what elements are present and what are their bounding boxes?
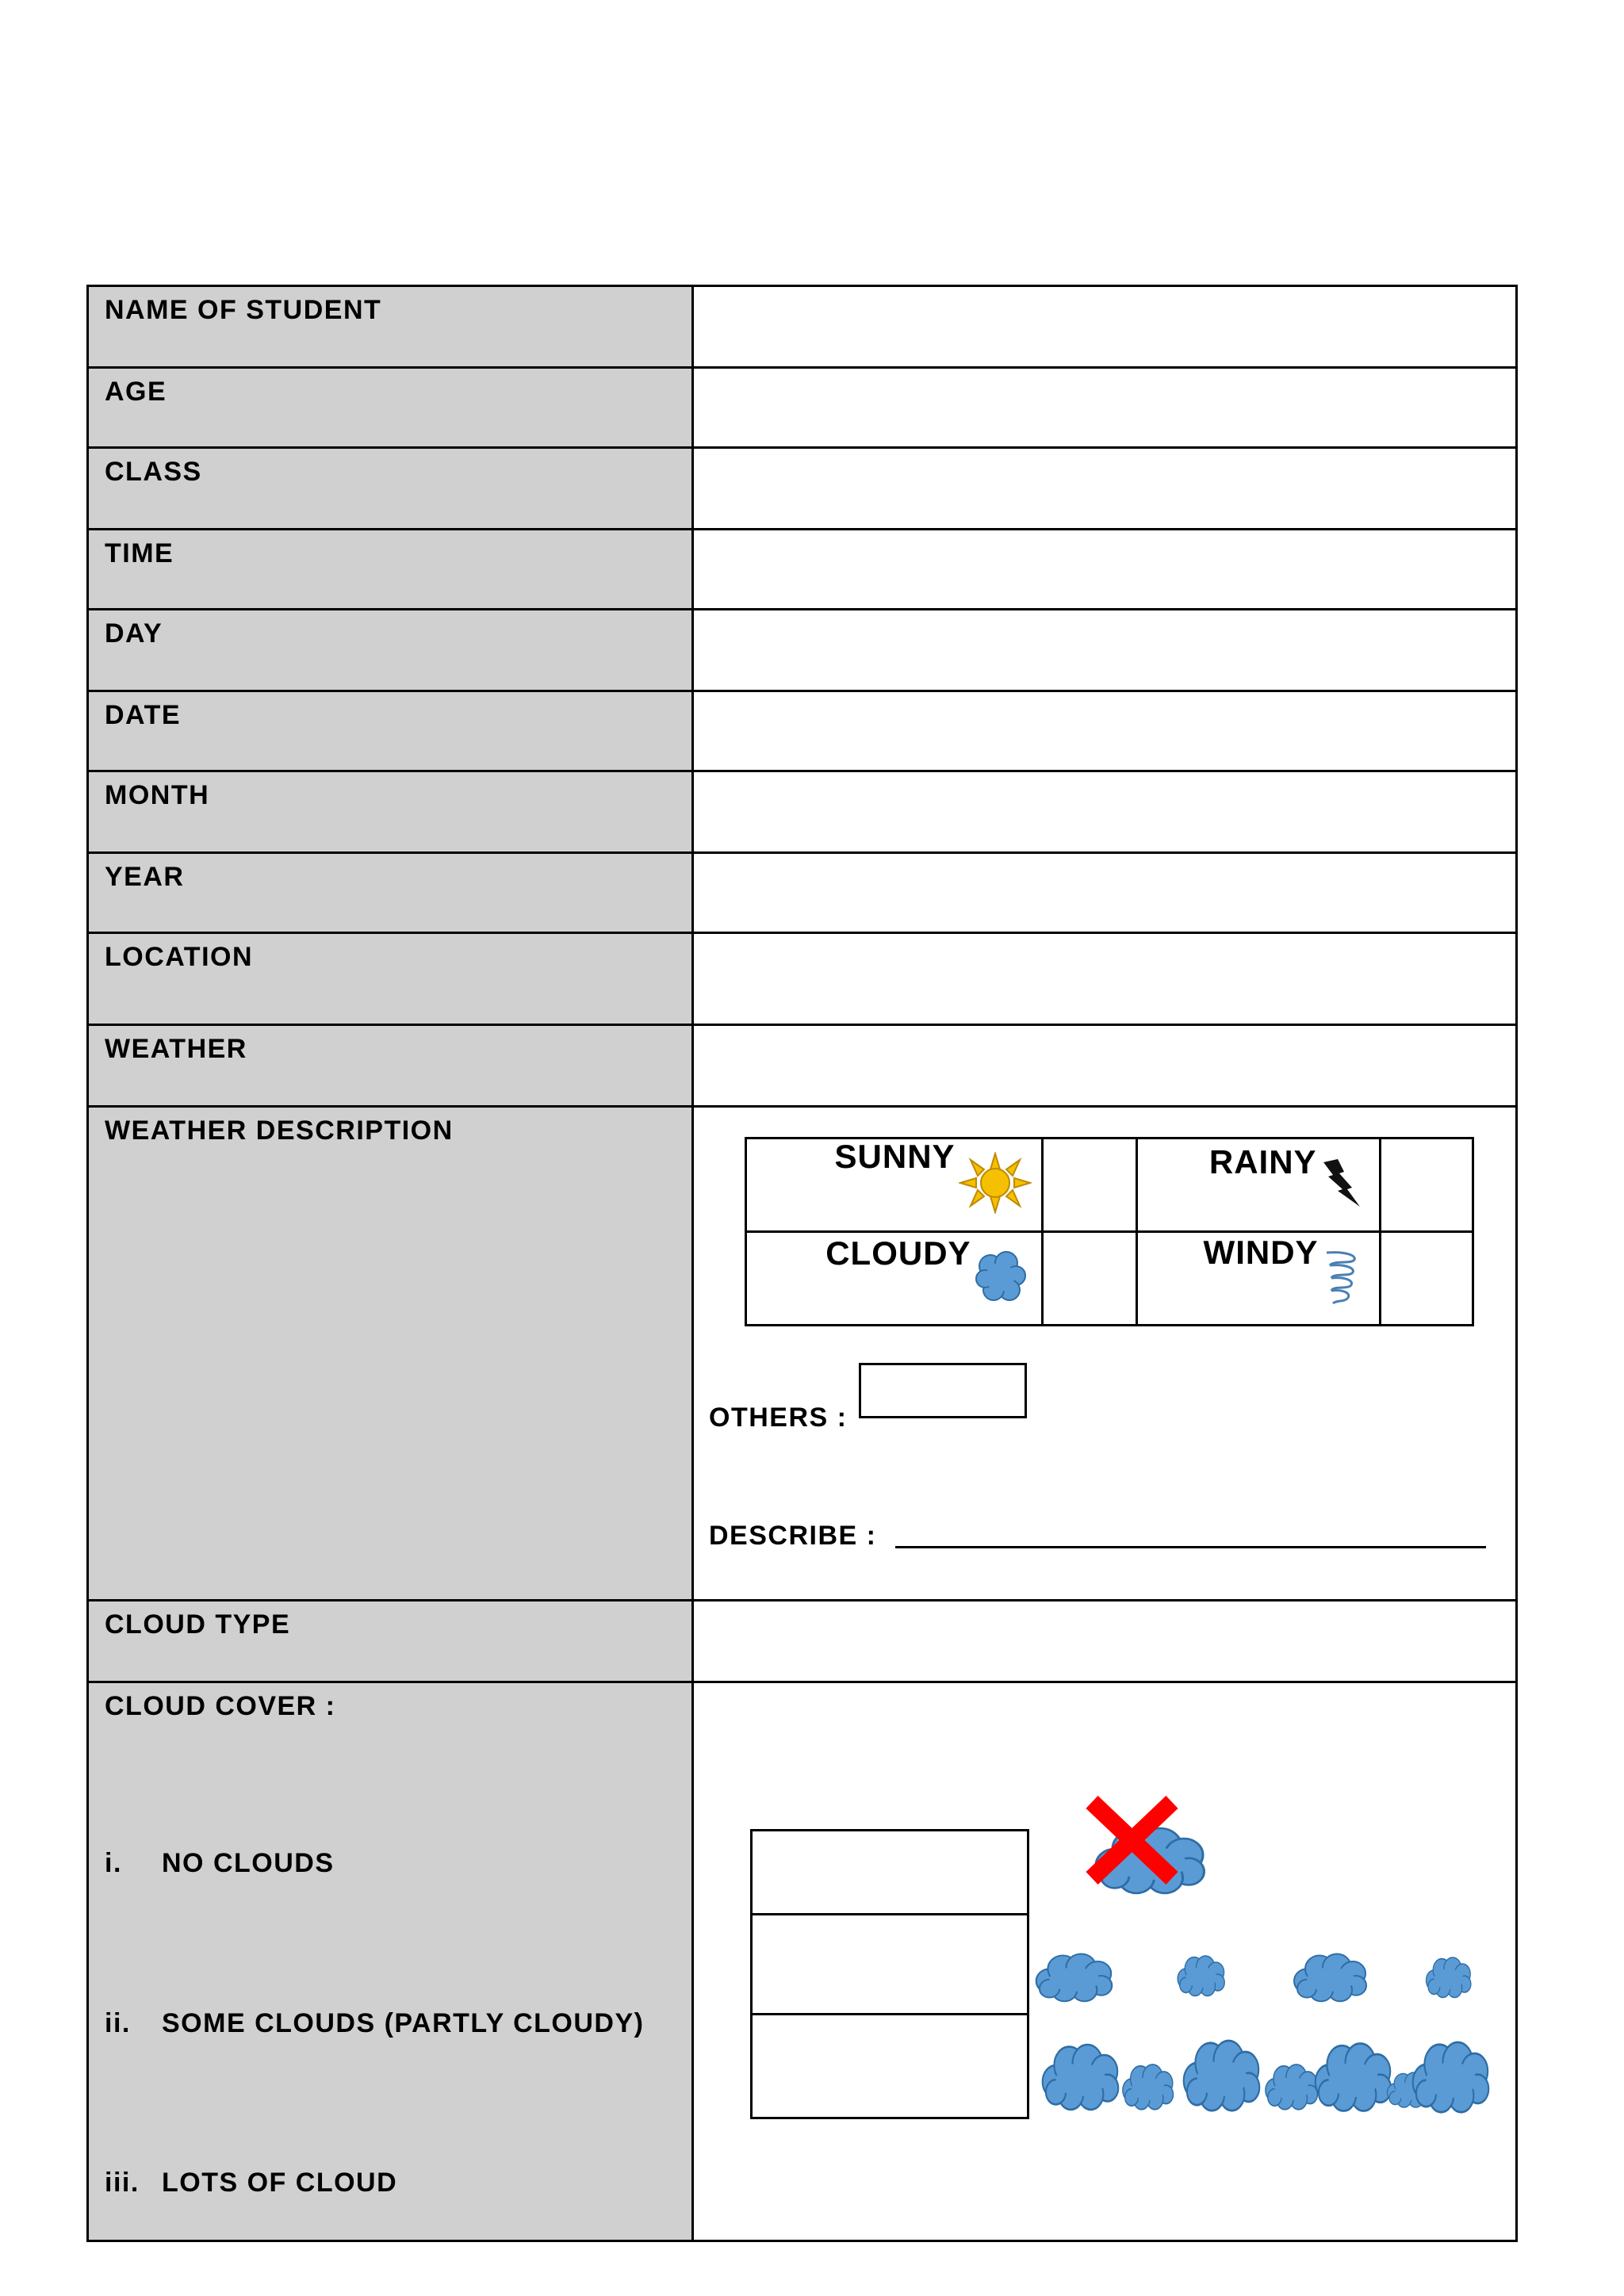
label-year: YEAR (88, 853, 693, 933)
option-cloudy (746, 1232, 1043, 1326)
form-row-cloud-type (88, 1601, 1517, 1682)
label-day: DAY (88, 610, 693, 691)
field-month[interactable] (693, 771, 1517, 853)
cloud-lots-2 (1123, 2064, 1174, 2110)
label-age: AGE (88, 368, 693, 448)
form-row-day (88, 610, 1517, 691)
wind-icon (1322, 1248, 1365, 1309)
cloud-cover-option-lots-of-cloud (105, 2168, 397, 2198)
field-day[interactable] (693, 610, 1517, 691)
lightning-icon (1320, 1158, 1362, 1212)
label-date: DATE (88, 691, 693, 771)
option-sunny (746, 1138, 1043, 1232)
cloud-lots-7 (1413, 2042, 1489, 2112)
student-weather-form (86, 285, 1518, 2242)
cloud-some-4 (1426, 1957, 1470, 1997)
cloud-lots-5 (1316, 2044, 1392, 2111)
checkbox-cloudy[interactable] (1043, 1232, 1137, 1326)
cloud-cover-panel (694, 1683, 1515, 2240)
others-input-box[interactable] (859, 1363, 1027, 1418)
form-row-weather-description (88, 1107, 1517, 1601)
option-text: LOTS OF CLOUD (162, 2168, 398, 2198)
label-cloud-type: CLOUD TYPE (88, 1601, 693, 1682)
cloud-cover-option-some-clouds (105, 2008, 644, 2039)
cloud-some-1 (1036, 1954, 1113, 2002)
field-weather[interactable] (693, 1025, 1517, 1107)
form-row-cloud-cover (88, 1682, 1517, 2241)
sunny-label: SUNNY (834, 1138, 956, 1175)
field-time[interactable] (693, 530, 1517, 610)
form-row-year (88, 853, 1517, 933)
label-class: CLASS (88, 448, 693, 530)
field-date[interactable] (693, 691, 1517, 771)
option-number: i. (105, 1848, 122, 1878)
form-row-weather (88, 1025, 1517, 1107)
cloud-cover-labels (89, 1683, 691, 2240)
option-number: iii. (105, 2168, 140, 2198)
option-number: ii. (105, 2008, 131, 2038)
form-row-date (88, 691, 1517, 771)
option-text: NO CLOUDS (162, 1848, 335, 1878)
field-name-of-student[interactable] (693, 286, 1517, 368)
cloud-lots-1 (1043, 2045, 1119, 2110)
checkbox-sunny[interactable] (1043, 1138, 1137, 1232)
others-label: OTHERS : (709, 1402, 848, 1433)
cloud-cover-illustrations (694, 1683, 1518, 2240)
form-row-time (88, 530, 1517, 610)
checkbox-rainy[interactable] (1381, 1138, 1473, 1232)
rainy-label: RAINY (1208, 1143, 1317, 1181)
form-row-month (88, 771, 1517, 853)
label-location: LOCATION (88, 933, 693, 1025)
option-windy (1137, 1232, 1381, 1326)
label-month: MONTH (88, 771, 693, 853)
describe-label: DESCRIBE : (709, 1521, 877, 1551)
option-text: SOME CLOUDS (PARTLY CLOUDY) (162, 2008, 645, 2038)
cloudy-label: CLOUDY (825, 1234, 971, 1272)
field-age[interactable] (693, 368, 1517, 448)
form-row-location (88, 933, 1517, 1025)
label-name-of-student: NAME OF STUDENT (88, 286, 693, 368)
cloud-cover-label-cell (88, 1682, 693, 2241)
label-weather: WEATHER (88, 1025, 693, 1107)
label-time: TIME (88, 530, 693, 610)
cloud-some-2 (1178, 1956, 1224, 1996)
form-row-name-of-student (88, 286, 1517, 368)
sun-icon (959, 1152, 1032, 1218)
cloud-lots-3 (1184, 2041, 1260, 2110)
option-rainy (1137, 1138, 1381, 1232)
cloud-lots-4 (1266, 2064, 1318, 2110)
cloud-some-3 (1294, 1954, 1366, 2002)
windy-label: WINDY (1203, 1234, 1319, 1271)
field-cloud-type[interactable] (693, 1601, 1517, 1682)
describe-input-line[interactable] (895, 1546, 1486, 1548)
field-class[interactable] (693, 448, 1517, 530)
cloud-cover-cell (693, 1682, 1517, 2241)
label-weather-description: WEATHER DESCRIPTION (88, 1107, 693, 1601)
cloud-icon (975, 1249, 1027, 1308)
form-row-age (88, 368, 1517, 448)
field-location[interactable] (693, 933, 1517, 1025)
weather-options-grid (745, 1137, 1474, 1326)
label-cloud-cover: CLOUD COVER : (105, 1691, 336, 1721)
weather-description-panel (694, 1108, 1515, 1599)
weather-description-cell (693, 1107, 1517, 1601)
form-row-class (88, 448, 1517, 530)
checkbox-windy[interactable] (1381, 1232, 1473, 1326)
cloud-cover-option-no-clouds (105, 1848, 335, 1879)
field-year[interactable] (693, 853, 1517, 933)
